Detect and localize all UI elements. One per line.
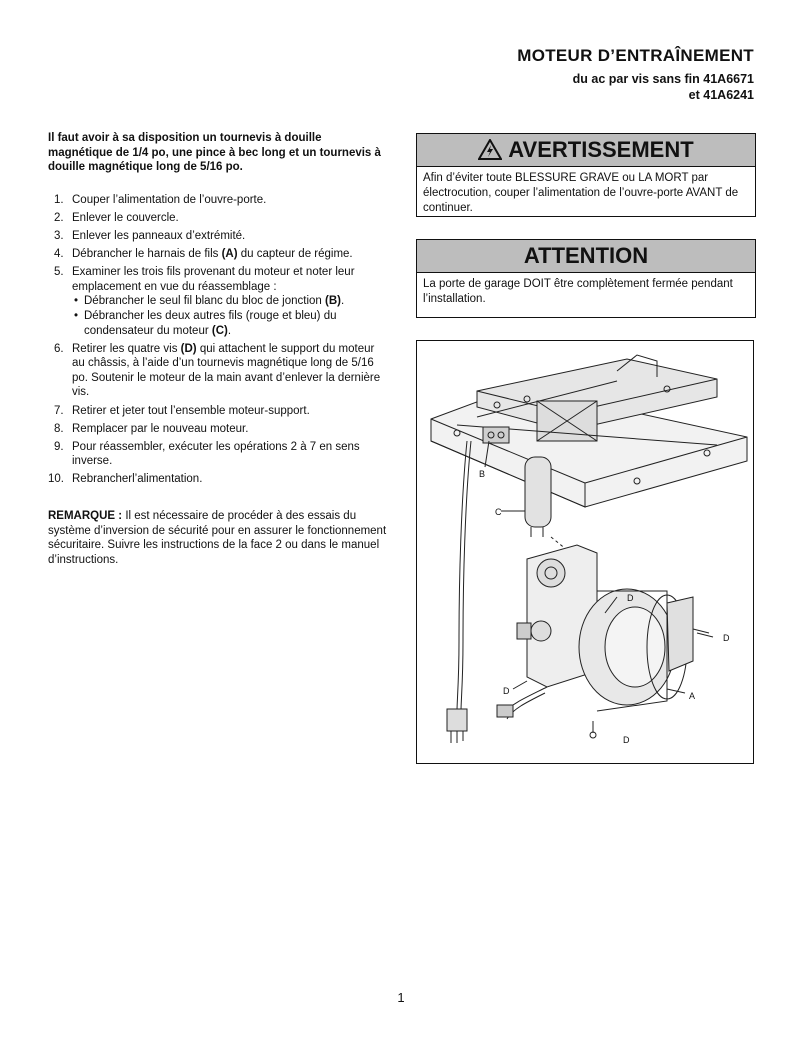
tools-intro: Il faut avoir à sa disposition un tournevis à douille magnétique de 1/4 po, une pince à bec long et un tournevis à douille magnétique long de 5/16 po. (48, 132, 381, 174)
motor-assembly-figure (416, 340, 754, 764)
step-5: 5. Examiner les trois fils provenant du moteur et noter leur emplacement en vue du réassemblage : • Débrancher le seul fil blanc du bloc de jonction (B). • Débrancher les deux autres fils (rouge et bleu) du condensateur du moteur (C). (48, 265, 388, 338)
header-subtitle (573, 71, 754, 103)
caution-title: ATTENTION (417, 240, 755, 273)
label-d-left: D (503, 686, 510, 696)
step-6: 6. Retirer les quatre vis (D) qui attachent le support du moteur au châssis, à l’aide d’un tournevis magnétique long de 5/16 po. Soutenir le moteur de la main avant d’enlever la dernière vis. (54, 342, 381, 399)
label-d-bottom: D (623, 735, 630, 745)
step-5-sublist (72, 294, 388, 338)
motor-illustration (417, 341, 753, 763)
label-c: C (495, 507, 502, 517)
label-b: B (479, 469, 486, 479)
step-5-sub-1: • Débrancher le seul fil blanc du bloc de jonction (B). (72, 294, 388, 309)
caution-text: La porte de garage DOIT être complètement fermée pendant l’installation. (423, 278, 733, 305)
instructions-column (48, 131, 388, 567)
step-9: 9. Pour réassembler, exécuter les opérations 2 à 7 en sens inverse. (54, 440, 360, 468)
step-1: 1. Couper l’alimentation de l’ouvre-porte. (54, 193, 267, 206)
page-number: 1 (397, 990, 405, 1005)
step-3: 3. Enlever les panneaux d’extrémité. (54, 229, 246, 242)
warning-text: Afin d’éviter toute BLESSURE GRAVE ou LA MORT par électrocution, couper l’alimentation de l’ouvre-porte AVANT de continuer. (423, 172, 739, 214)
step-7: 7. Retirer et jeter tout l’ensemble moteur-support. (54, 404, 310, 417)
header-subtitle-line2: et 41A6241 (688, 88, 754, 102)
header-title: MOTEUR D’ENTRAÎNEMENT (517, 46, 754, 65)
warning-triangle-icon (478, 137, 502, 169)
warning-header (417, 134, 755, 167)
label-d-right: D (723, 633, 730, 643)
step-4: 4. Débrancher le harnais de fils (A) du capteur de régime. (54, 248, 353, 261)
step-2: 2. Enlever le couvercle. (54, 211, 179, 224)
warning-title: AVERTISSEMENT (508, 137, 694, 162)
step-8: 8. Remplacer par le nouveau moteur. (54, 422, 249, 435)
header-subtitle-line1: du ac par vis sans fin 41A6671 (572, 72, 754, 86)
step-5-sub-2: • Débrancher les deux autres fils (rouge et bleu) du condensateur du moteur (C). (72, 309, 388, 338)
label-d-upper: D (627, 593, 634, 603)
label-a: A (689, 691, 696, 701)
warning-box (416, 133, 756, 217)
steps-list (48, 193, 388, 487)
note-label: REMARQUE : (48, 509, 123, 522)
step-10: 10. Rebrancherl’alimentation. (48, 473, 203, 486)
caution-box (416, 239, 756, 318)
note: REMARQUE : Il est nécessaire de procéder à des essais du système d’inversion de sécurité pour en assurer le fonctionnement sécuritaire. Suivre les instructions de la face 2 ou dans le manuel d’instructions. (48, 509, 387, 566)
